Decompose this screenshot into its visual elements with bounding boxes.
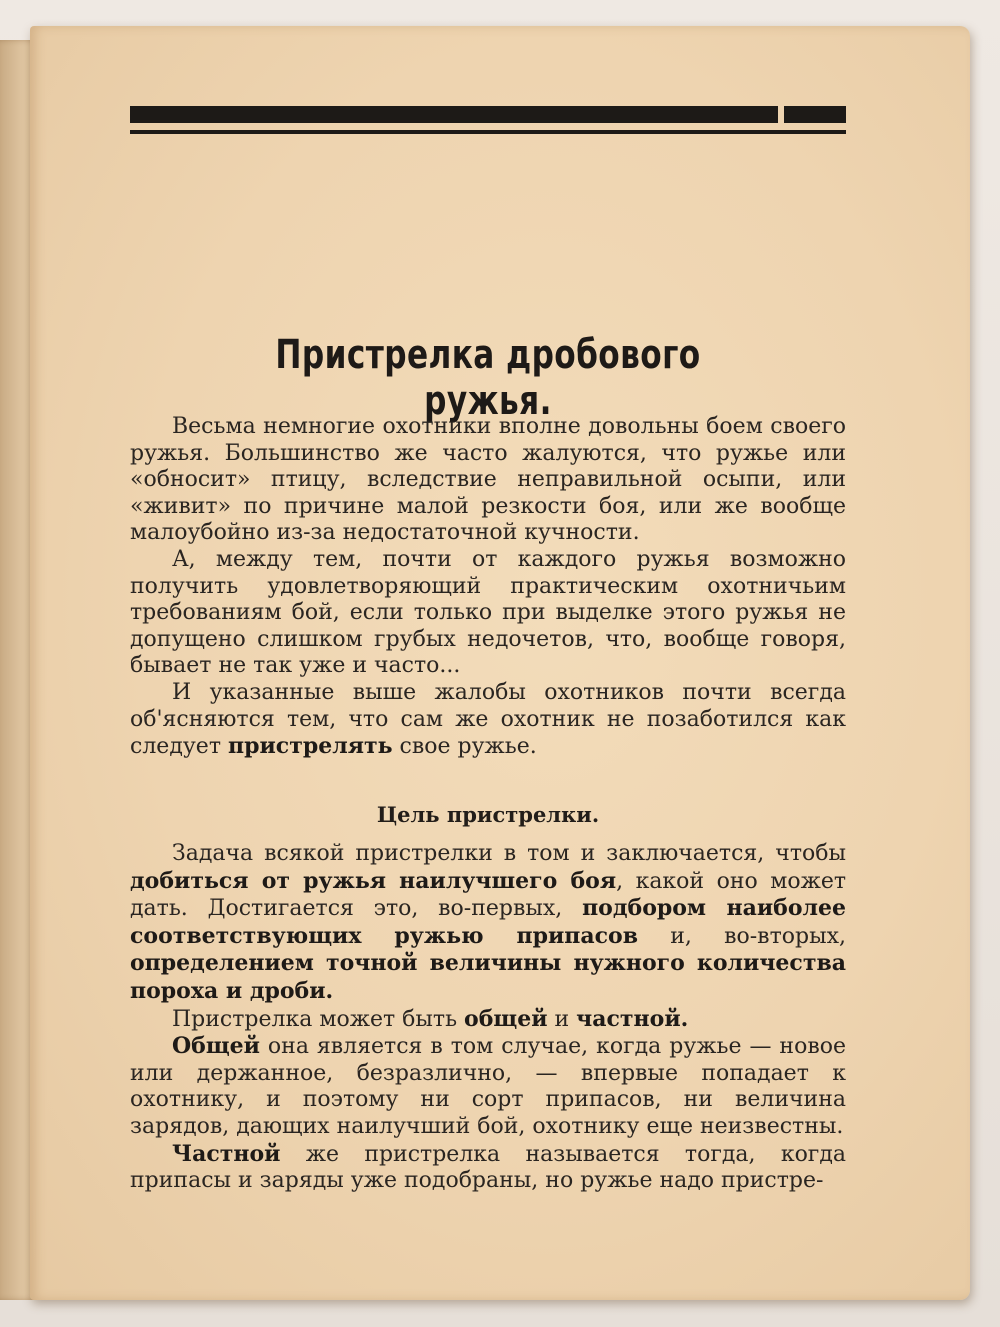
s3-bold-a: Общей [172,1033,260,1060]
s4-text-b: же пристрелка называется тогда, когда припасы и заряды уже подобраны, но ружье надо пристре- [130,1141,846,1194]
s2-bold-b: общей [464,1005,548,1032]
header-rule-gap [778,106,784,123]
s1-bold-f: определением точной величины нужного количества пороха и дроби. [130,950,846,1004]
s2-text-c: и [547,1006,577,1032]
section-paragraph-3 [130,1033,846,1140]
header-rule-thin [130,130,846,134]
s4-bold-a: Частной [172,1140,281,1167]
s1-bold-b: добиться от ружья наилучшего боя [130,867,617,894]
s3-text-b: она является в том случае, когда ружье — новое или держанное, безразлично, — впервые попадает к охотнику, и поэтому ни сорт припасов, ни величина зарядов, дающих наилучший бой, охотнику еще неизвестны. [130,1034,846,1139]
intro-p3-text-a: И указанные выше жалобы охотников почти всегда об'ясняются тем, что сам же охотник не позаботился как следует [130,679,846,760]
s2-text-a: Пристрелка может быть [172,1006,465,1032]
header-rule-thick [130,106,846,123]
intro-p3-bold: пристрелять [228,733,393,760]
s1-bold-d: подбором наиболее соответствующих ружью припасов [130,895,846,949]
section-heading: Цель пристрелки. [376,802,600,827]
intro-paragraph-2: А, между тем, почти от каждого ружья возможно получить удовлетворяющий практическим охотничьим требованиям бой, если только при выделке этого ружья не допущено слишком грубых недочетов, что, вообще говоря, бывает не так уже и часто... [130,546,846,679]
intro-text [130,414,846,761]
section-paragraph-4 [130,1141,846,1195]
s1-text-c: , какой оно может дать. Достигается это, во-первых, [130,868,847,922]
intro-paragraph-1: Весьма немногие охотники вполне довольны боем своего ружья. Большинство же часто жалуются, что ружье или «обносит» птицу, вследствие неправильной осыпи, или «живит» по причине малой резкости боя, или же вообще малоубойно из-за недостаточной кучности. [130,414,846,546]
s1-text-a: Задача всякой пристрелки в том и заключается, чтобы [172,841,846,866]
intro-paragraph-3 [130,680,846,761]
page-title: Пристрелка дробового ружья. [275,332,701,424]
intro-p3-text-b: свое ружье. [392,734,537,760]
section-text [130,841,846,1195]
book-page [30,26,970,1300]
s1-text-e: и, во-вторых, [637,923,846,949]
section-paragraph-1 [130,841,846,1006]
s2-bold-d: частной. [576,1005,689,1032]
section-paragraph-2 [130,1006,846,1034]
